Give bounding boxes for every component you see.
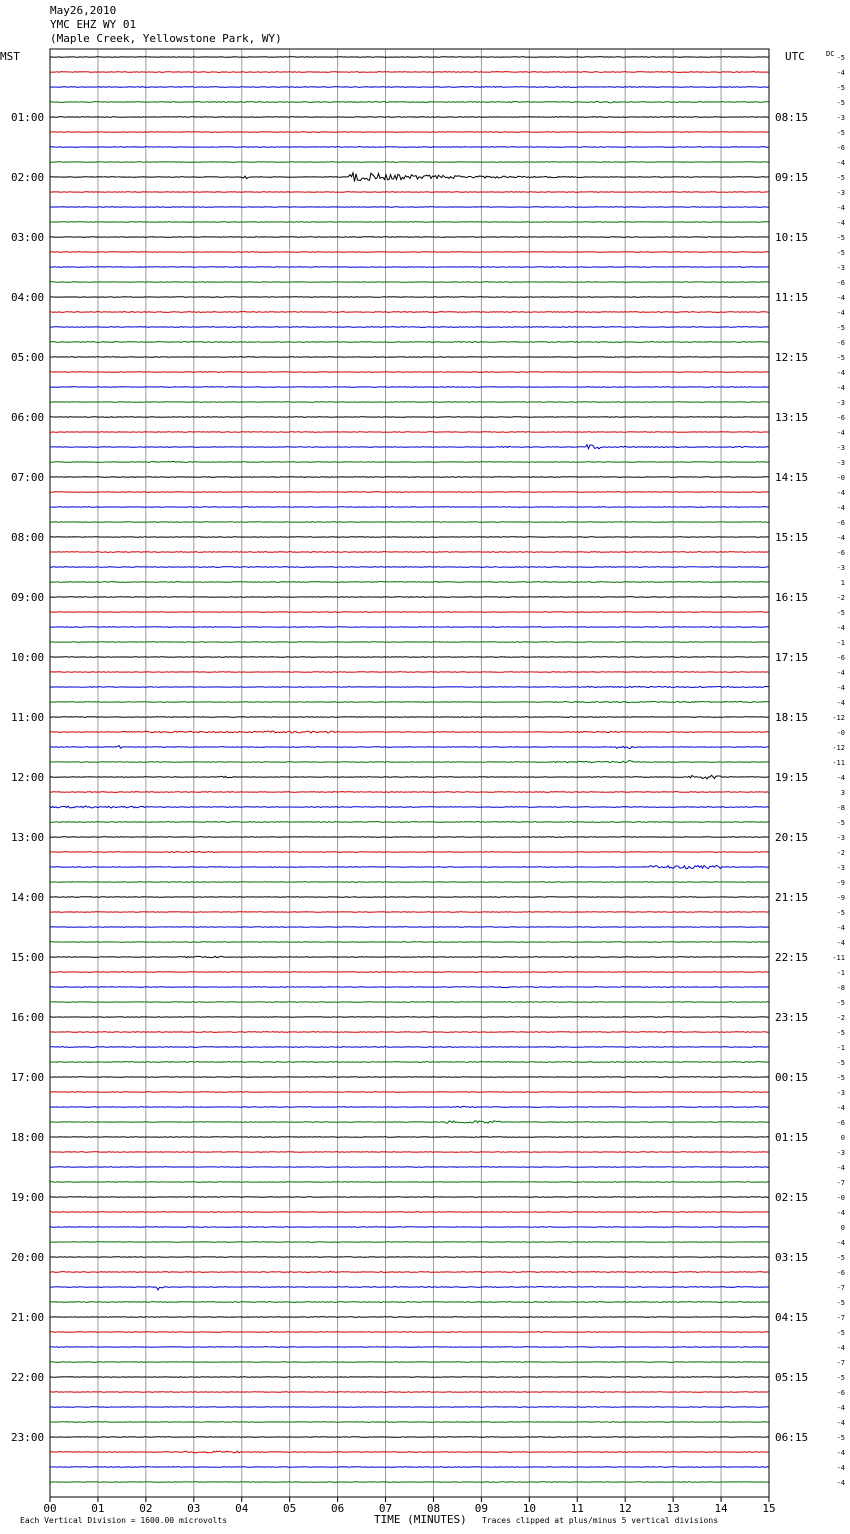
trace-row-69 (50, 1092, 769, 1093)
dc-offset-label: -3 (836, 444, 845, 452)
trace-row-54 (50, 866, 769, 869)
dc-axis-label: DC (826, 50, 835, 58)
utc-hour-label: 13:15 (775, 411, 809, 424)
x-tick-label: 04 (235, 1502, 249, 1515)
trace-row-79 (50, 1242, 769, 1243)
trace-row-73 (50, 1152, 769, 1153)
utc-hour-label: 00:15 (775, 1071, 809, 1084)
trace-row-21 (50, 372, 769, 373)
trace-row-76 (50, 1197, 769, 1198)
dc-offset-label: -3 (836, 1149, 845, 1157)
mst-hour-label: 11:00 (11, 711, 45, 724)
dc-offset-label: -4 (836, 1404, 845, 1412)
trace-row-50 (50, 806, 769, 808)
dc-offset-label: -4 (836, 159, 845, 167)
trace-row-34 (50, 567, 769, 568)
footer-clip-note: Traces clipped at plus/minus 5 vertical divisions (482, 1516, 719, 1525)
trace-row-93 (50, 1451, 769, 1453)
dc-offset-label: -3 (836, 459, 845, 467)
dc-offset-label: -2 (836, 849, 845, 857)
trace-row-8 (50, 173, 769, 182)
x-tick-label: 15 (762, 1502, 776, 1515)
dc-offset-label: -4 (836, 69, 845, 77)
footer-scale-note: Each Vertical Division = 1600.00 microvolts (20, 1516, 228, 1525)
trace-row-59 (50, 942, 769, 943)
utc-hour-label: 23:15 (775, 1011, 809, 1024)
mst-hour-label: 02:00 (11, 171, 45, 184)
dc-offset-label: -6 (836, 654, 845, 662)
x-tick-label: 08 (426, 1502, 441, 1515)
mst-hour-label: 09:00 (11, 591, 45, 604)
utc-hour-label: 05:15 (775, 1371, 809, 1384)
trace-row-84 (50, 1317, 769, 1318)
mst-axis-label: MST (0, 50, 20, 63)
traces (50, 57, 769, 1483)
utc-hour-label: 21:15 (775, 891, 809, 904)
dc-offset-label: -4 (836, 669, 845, 677)
mst-hour-label: 08:00 (11, 531, 45, 544)
utc-hour-label: 06:15 (775, 1431, 809, 1444)
dc-offset-label: -7 (836, 1314, 845, 1322)
x-tick-label: 13 (666, 1502, 680, 1515)
dc-offset-label: -6 (836, 1389, 845, 1397)
trace-row-72 (50, 1137, 769, 1138)
trace-row-71 (50, 1121, 769, 1124)
x-tick-label: 01 (91, 1502, 105, 1515)
x-tick-label: 03 (187, 1502, 201, 1515)
mst-hour-label: 06:00 (11, 411, 45, 424)
dc-offset-label: -6 (836, 519, 845, 527)
trace-row-61 (50, 972, 769, 973)
utc-hour-label: 14:15 (775, 471, 809, 484)
dc-offset-label: -4 (836, 1239, 845, 1247)
dc-offset-label: -6 (836, 549, 845, 557)
trace-row-81 (50, 1271, 769, 1272)
dc-offset-label: -4 (836, 504, 845, 512)
dc-offset-label: -0 (836, 1194, 845, 1202)
dc-offset-label: -7 (836, 1359, 845, 1367)
dc-offset-label: -6 (836, 414, 845, 422)
dc-offset-label: -5 (836, 1029, 845, 1037)
utc-hour-label: 03:15 (775, 1251, 809, 1264)
utc-hour-label: 10:15 (775, 231, 809, 244)
trace-row-68 (50, 1077, 769, 1078)
trace-row-85 (50, 1332, 769, 1333)
dc-offset-label: -5 (836, 609, 845, 617)
x-tick-label: 10 (522, 1502, 536, 1515)
dc-offset-label: -9 (836, 894, 845, 902)
dc-offset-label: -5 (836, 1299, 845, 1307)
mst-hour-label: 21:00 (11, 1311, 45, 1324)
trace-row-5 (50, 132, 769, 133)
dc-offset-label: -4 (836, 684, 845, 692)
utc-hour-label: 04:15 (775, 1311, 809, 1324)
dc-offset-label: -4 (836, 294, 845, 302)
trace-row-82 (50, 1287, 769, 1290)
trace-row-51 (50, 822, 769, 823)
trace-row-38 (50, 627, 769, 628)
chart-location: (Maple Creek, Yellowstone Park, WY) (50, 32, 282, 45)
trace-row-52 (50, 837, 769, 838)
dc-offset-label: -2 (836, 594, 845, 602)
dc-offset-label: -6 (836, 339, 845, 347)
trace-row-1 (50, 72, 769, 73)
chart-date: May26,2010 (50, 4, 117, 17)
trace-row-90 (50, 1407, 769, 1408)
trace-row-65 (50, 1032, 769, 1033)
dc-offset-label: -5 (836, 1254, 845, 1262)
utc-hour-label: 08:15 (775, 111, 809, 124)
mst-hour-label: 03:00 (11, 231, 45, 244)
trace-row-15 (50, 282, 769, 283)
trace-row-42 (50, 686, 769, 687)
trace-row-41 (50, 672, 769, 673)
dc-offset-label: -2 (836, 1014, 845, 1022)
dc-offset-label: -5 (836, 174, 845, 182)
dc-offset-label: -3 (836, 1089, 845, 1097)
mst-hour-label: 16:00 (11, 1011, 45, 1024)
dc-offset-label: -1 (836, 969, 845, 977)
dc-offset-label: -6 (836, 1119, 845, 1127)
trace-row-46 (50, 745, 769, 748)
trace-row-57 (50, 912, 769, 913)
trace-row-31 (50, 522, 769, 523)
trace-row-44 (50, 717, 769, 718)
trace-row-64 (50, 1017, 769, 1018)
dc-offset-label: -4 (836, 624, 845, 632)
trace-row-30 (50, 507, 769, 508)
trace-row-10 (50, 207, 769, 208)
dc-offset-label: -4 (836, 534, 845, 542)
dc-offset-label: 1 (840, 579, 845, 587)
trace-row-74 (50, 1167, 769, 1168)
dc-offset-label: -12 (832, 714, 845, 722)
dc-offset-label: -7 (836, 1179, 845, 1187)
trace-row-6 (50, 147, 769, 148)
trace-row-13 (50, 252, 769, 253)
trace-row-9 (50, 192, 769, 193)
dc-offset-label: -5 (836, 129, 845, 137)
trace-row-77 (50, 1212, 769, 1213)
mst-hour-label: 07:00 (11, 471, 45, 484)
dc-offset-label: -5 (836, 999, 845, 1007)
utc-hour-label: 19:15 (775, 771, 809, 784)
x-tick-label: 11 (570, 1502, 584, 1515)
utc-hour-label: 12:15 (775, 351, 809, 364)
utc-hour-label: 11:15 (775, 291, 809, 304)
trace-row-92 (50, 1437, 769, 1438)
x-axis-title: TIME (MINUTES) (374, 1513, 467, 1526)
trace-row-47 (50, 760, 769, 762)
trace-row-37 (50, 612, 769, 613)
dc-offset-label: -4 (836, 699, 845, 707)
mst-hour-label: 15:00 (11, 951, 45, 964)
dc-offset-label: -4 (836, 369, 845, 377)
trace-row-25 (50, 432, 769, 433)
trace-row-94 (50, 1467, 769, 1468)
x-tick-label: 14 (714, 1502, 728, 1515)
dc-offset-label: -11 (832, 759, 845, 767)
trace-row-48 (50, 775, 769, 778)
trace-row-11 (50, 222, 769, 223)
dc-offset-label: 3 (840, 789, 845, 797)
dc-offset-label: -5 (836, 909, 845, 917)
dc-offset-label: -4 (836, 924, 845, 932)
trace-row-86 (50, 1347, 769, 1348)
dc-offset-label: -5 (836, 234, 845, 242)
trace-row-28 (50, 477, 769, 478)
dc-offset-label: -5 (836, 1434, 845, 1442)
trace-row-60 (50, 956, 769, 958)
utc-hour-label: 18:15 (775, 711, 809, 724)
dc-offset-label: -6 (836, 279, 845, 287)
dc-offset-label: -4 (836, 309, 845, 317)
trace-row-12 (50, 237, 769, 238)
dc-offset-label: -8 (836, 804, 845, 812)
trace-row-39 (50, 642, 769, 643)
mst-hour-label: 10:00 (11, 651, 45, 664)
mst-hour-label: 14:00 (11, 891, 45, 904)
trace-row-55 (50, 882, 769, 883)
grid (50, 49, 769, 1497)
trace-row-23 (50, 402, 769, 403)
dc-offset-label: -1 (836, 1044, 845, 1052)
dc-offset-label: -4 (836, 384, 845, 392)
dc-offset-label: -3 (836, 189, 845, 197)
dc-offset-label: -4 (836, 204, 845, 212)
x-tick-label: 05 (283, 1502, 297, 1515)
dc-offset-label: -3 (836, 864, 845, 872)
dc-offset-label: -4 (836, 1419, 845, 1427)
mst-hour-label: 19:00 (11, 1191, 45, 1204)
mst-hour-label: 12:00 (11, 771, 45, 784)
x-tick-label: 06 (330, 1502, 345, 1515)
dc-offset-label: -9 (836, 879, 845, 887)
x-tick-label: 07 (378, 1502, 393, 1515)
trace-row-33 (50, 552, 769, 553)
trace-row-4 (50, 117, 769, 118)
dc-offset-label: -5 (836, 324, 845, 332)
dc-offset-label: -4 (836, 1209, 845, 1217)
dc-offset-label: 0 (840, 1224, 845, 1232)
trace-row-62 (50, 987, 769, 988)
mst-hour-label: 17:00 (11, 1071, 45, 1084)
trace-row-26 (50, 445, 769, 449)
plot-frame (50, 49, 769, 1497)
utc-hour-label: 17:15 (775, 651, 809, 664)
dc-offset-label: -4 (836, 219, 845, 227)
mst-hour-label: 23:00 (11, 1431, 45, 1444)
dc-offset-label: 0 (840, 1134, 845, 1142)
dc-offset-label: -3 (836, 399, 845, 407)
trace-row-89 (50, 1392, 769, 1393)
utc-hour-label: 16:15 (775, 591, 809, 604)
dc-offset-label: -5 (836, 249, 845, 257)
dc-offset-label: -12 (832, 744, 845, 752)
trace-row-22 (50, 387, 769, 388)
dc-offset-label: -5 (836, 84, 845, 92)
trace-row-7 (50, 162, 769, 163)
trace-row-35 (50, 582, 769, 583)
dc-offset-label: -5 (836, 354, 845, 362)
trace-row-67 (50, 1062, 769, 1063)
utc-hour-label: 20:15 (775, 831, 809, 844)
mst-hour-label: 18:00 (11, 1131, 45, 1144)
trace-row-70 (50, 1106, 769, 1107)
trace-row-0 (50, 57, 769, 58)
dc-offset-label: -4 (836, 1104, 845, 1112)
trace-row-95 (50, 1482, 769, 1483)
trace-row-88 (50, 1377, 769, 1378)
mst-hour-label: 04:00 (11, 291, 45, 304)
dc-offset-label: -5 (836, 1374, 845, 1382)
trace-row-14 (50, 267, 769, 268)
utc-axis-label: UTC (785, 50, 805, 63)
dc-offset-label: -4 (836, 1464, 845, 1472)
trace-row-80 (50, 1257, 769, 1258)
trace-row-16 (50, 297, 769, 298)
trace-row-75 (50, 1182, 769, 1183)
trace-row-43 (50, 701, 769, 702)
trace-row-2 (50, 87, 769, 88)
dc-offset-label: -3 (836, 834, 845, 842)
utc-hour-label: 22:15 (775, 951, 809, 964)
trace-row-24 (50, 417, 769, 418)
trace-row-66 (50, 1047, 769, 1048)
dc-offset-label: -4 (836, 1164, 845, 1172)
trace-row-91 (50, 1422, 769, 1423)
dc-offset-label: -4 (836, 774, 845, 782)
trace-row-19 (50, 342, 769, 343)
mst-hour-label: 05:00 (11, 351, 45, 364)
trace-row-83 (50, 1302, 769, 1303)
trace-row-87 (50, 1362, 769, 1363)
dc-offset-label: -5 (836, 1074, 845, 1082)
x-tick-label: 02 (139, 1502, 153, 1515)
labels (0, 50, 845, 1526)
x-tick-label: 09 (474, 1502, 489, 1515)
dc-offset-label: -5 (836, 54, 845, 62)
mst-hour-label: 13:00 (11, 831, 45, 844)
dc-offset-label: -4 (836, 429, 845, 437)
dc-offset-label: -5 (836, 1329, 845, 1337)
trace-row-32 (50, 537, 769, 538)
dc-offset-label: -0 (836, 729, 845, 737)
trace-row-20 (50, 357, 769, 358)
dc-offset-label: -3 (836, 264, 845, 272)
dc-offset-label: -1 (836, 639, 845, 647)
utc-hour-label: 09:15 (775, 171, 809, 184)
trace-row-17 (50, 312, 769, 313)
trace-row-40 (50, 657, 769, 658)
dc-offset-label: -5 (836, 1059, 845, 1067)
dc-offset-label: -11 (832, 954, 845, 962)
trace-row-49 (50, 792, 769, 793)
trace-row-53 (50, 852, 769, 853)
dc-offset-label: -4 (836, 1479, 845, 1487)
trace-row-36 (50, 597, 769, 598)
dc-offset-label: -3 (836, 114, 845, 122)
dc-offset-label: -6 (836, 144, 845, 152)
utc-hour-label: 01:15 (775, 1131, 809, 1144)
mst-hour-label: 22:00 (11, 1371, 45, 1384)
dc-offset-label: -5 (836, 819, 845, 827)
trace-row-63 (50, 1002, 769, 1003)
dc-offset-label: -4 (836, 489, 845, 497)
dc-offset-label: -3 (836, 564, 845, 572)
dc-offset-label: -6 (836, 1269, 845, 1277)
dc-offset-label: -4 (836, 939, 845, 947)
trace-row-3 (50, 101, 769, 103)
dc-offset-label: -5 (836, 99, 845, 107)
dc-offset-label: -4 (836, 1449, 845, 1457)
utc-hour-label: 02:15 (775, 1191, 809, 1204)
x-tick-label: 00 (43, 1502, 57, 1515)
chart-station: YMC EHZ WY 01 (50, 18, 137, 31)
mst-hour-label: 01:00 (11, 111, 45, 124)
mst-hour-label: 20:00 (11, 1251, 45, 1264)
dc-offset-label: -7 (836, 1284, 845, 1292)
trace-row-29 (50, 492, 769, 493)
dc-offset-label: -8 (836, 984, 845, 992)
x-tick-label: 12 (618, 1502, 632, 1515)
dc-offset-label: -0 (836, 474, 845, 482)
trace-row-18 (50, 327, 769, 328)
trace-row-78 (50, 1227, 769, 1228)
dc-offset-label: -4 (836, 1344, 845, 1352)
trace-row-58 (50, 927, 769, 928)
utc-hour-label: 15:15 (775, 531, 809, 544)
trace-row-56 (50, 897, 769, 898)
trace-row-27 (50, 462, 769, 463)
trace-row-45 (50, 731, 769, 733)
